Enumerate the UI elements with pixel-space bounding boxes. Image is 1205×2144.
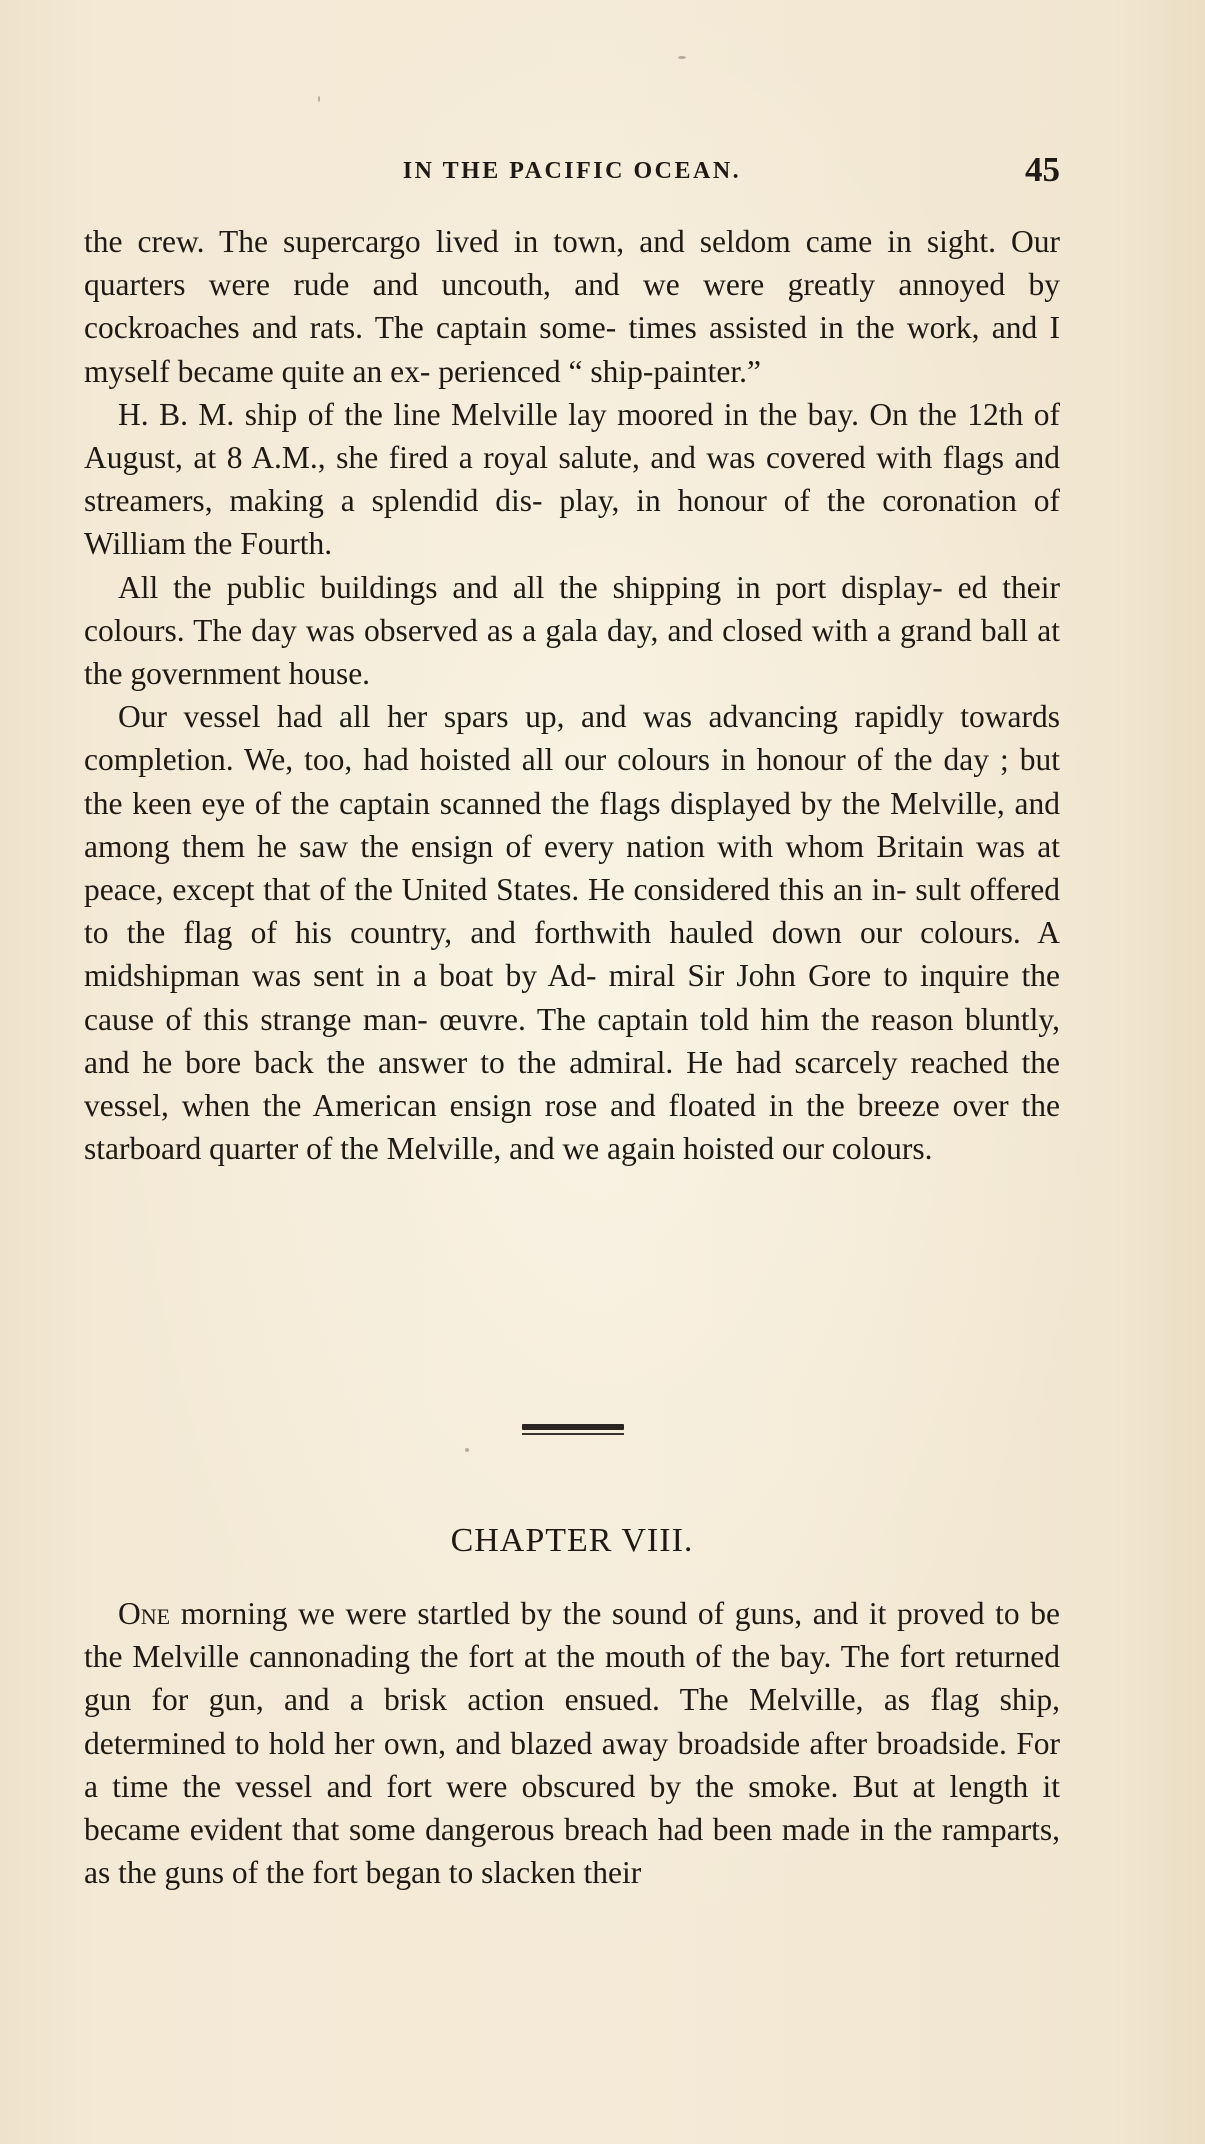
chapter-heading: CHAPTER VIII. (450, 1522, 694, 1559)
paper-speck (318, 96, 320, 102)
section-divider (522, 1424, 624, 1430)
paper-speck (678, 56, 686, 59)
paragraph-3: All the public buildings and all the shipping in port display- ed their colours. The day was observed as a gala day, and closed with a grand ball at the government house. (84, 569, 1060, 692)
paragraph-2: H. B. M. ship of the line Melville lay moored in the bay. On the 12th of August, at 8 A.M., she fired a royal salute, and was covered with flags and streamers, making a splendid dis- play, in honour of the coronation of William the Fourth. (84, 396, 1060, 562)
page-header (84, 150, 1060, 190)
page-number: 45 (1025, 150, 1060, 189)
section-divider-underline (522, 1433, 624, 1435)
paragraph-1: the crew. The supercargo lived in town, and seldom came in sight. Our quarters were rude and uncouth, and we were greatly annoyed by cockroaches and rats. The captain some- times assisted in the work, and I myself became quite an ex- perienced “ ship-painter.” (84, 224, 1060, 389)
paper-speck (465, 1448, 469, 1452)
body-text (84, 220, 1060, 1170)
chapter-first-word: One (118, 1596, 171, 1631)
chapter-paragraph-1 (84, 1592, 1060, 1894)
running-head: IN THE PACIFIC OCEAN. (402, 158, 742, 184)
chapter-paragraph-text: morning we were startled by the sound of guns, and it proved to be the Melville cannonading the fort at the mouth of the bay. The fort returned gun for gun, and a brisk action ensued. The Melville, as flag ship, determined to hold her own, and blazed away broadside after broadside. For a time the vessel and fort were obscured by the smoke. But at length it became evident that some dangerous breach had been made in the ramparts, as the guns of the fort began to slacken their (84, 1596, 1060, 1891)
paragraph-4: Our vessel had all her spars up, and was advancing rapidly towards completion. We, too, had hoisted all our colours in honour of the day ; but the keen eye of the captain scanned the flags displayed by the Melville, and among them he saw the ensign of every nation with whom Britain was at peace, except that of the United States. He considered this an in- sult offered to the flag of his country, and forthwith hauled down our colours. A midshipman was sent in a boat by Ad- miral Sir John Gore to inquire the cause of this strange man- œuvre. The captain told him the reason bluntly, and he bore back the answer to the admiral. He had scarcely reached the vessel, when the American ensign rose and floated in the breeze over the starboard quarter of the Melville, and we again hoisted our colours. (84, 699, 1060, 1167)
chapter-body (84, 1592, 1060, 1894)
